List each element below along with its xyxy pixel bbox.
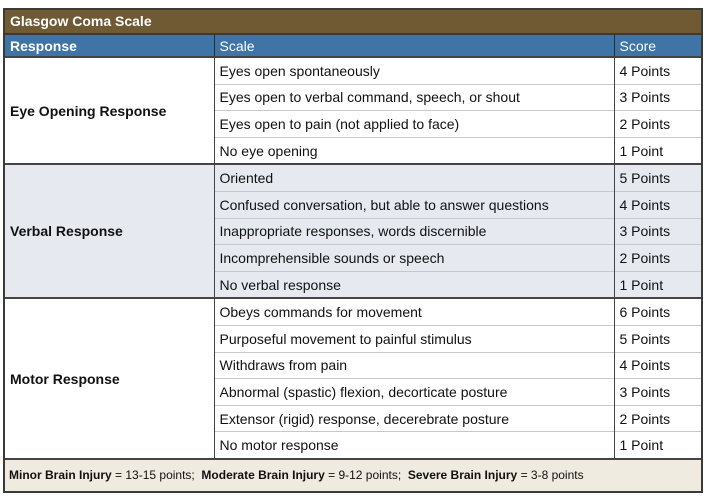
score-cell: 3 Points — [614, 379, 701, 406]
header-response: Response — [5, 35, 214, 57]
scale-cell: Incomprehensible sounds or speech — [214, 245, 614, 272]
score-cell: 3 Points — [614, 84, 701, 111]
score-cell: 4 Points — [614, 191, 701, 218]
severity-footer — [5, 458, 701, 491]
score-cell: 4 Points — [614, 352, 701, 379]
header-score: Score — [614, 35, 701, 57]
response-group-label: Motor Response — [5, 298, 214, 458]
score-cell: 6 Points — [614, 298, 701, 325]
scale-cell: Abnormal (spastic) flexion, decorticate posture — [214, 379, 614, 406]
gcs-table — [5, 35, 701, 458]
severity-range: = 3-8 points — [517, 467, 584, 482]
score-cell: 2 Points — [614, 405, 701, 432]
severity-label: Minor Brain Injury — [9, 467, 112, 482]
scale-cell: Withdraws from pain — [214, 352, 614, 379]
score-cell: 5 Points — [614, 164, 701, 191]
scale-cell: Extensor (rigid) response, decerebrate posture — [214, 405, 614, 432]
scale-cell: No eye opening — [214, 137, 614, 164]
scale-cell: Oriented — [214, 164, 614, 191]
scale-cell: Eyes open to pain (not applied to face) — [214, 111, 614, 138]
severity-label: Severe Brain Injury — [407, 467, 518, 482]
scale-cell: No verbal response — [214, 271, 614, 298]
scale-cell: Eyes open to verbal command, speech, or shout — [214, 84, 614, 111]
score-cell: 2 Points — [614, 111, 701, 138]
severity-range: = 9-12 points; — [324, 467, 408, 482]
severity-range: = 13-15 points; — [111, 467, 202, 482]
table-row — [5, 57, 701, 84]
scale-cell: Eyes open spontaneously — [214, 57, 614, 84]
scale-cell: Obeys commands for movement — [214, 298, 614, 325]
score-cell: 1 Point — [614, 271, 701, 298]
table-row — [5, 298, 701, 325]
scale-cell: Inappropriate responses, words discernible — [214, 218, 614, 245]
scale-cell: Confused conversation, but able to answer questions — [214, 191, 614, 218]
score-cell: 5 Points — [614, 325, 701, 352]
table-title: Glasgow Coma Scale — [5, 10, 701, 35]
score-cell: 3 Points — [614, 218, 701, 245]
gcs-table-container — [3, 8, 703, 493]
table-row — [5, 164, 701, 191]
scale-cell: No motor response — [214, 432, 614, 458]
score-cell: 1 Point — [614, 137, 701, 164]
response-group-label: Eye Opening Response — [10, 102, 167, 119]
severity-label: Moderate Brain Injury — [201, 467, 325, 482]
header-scale: Scale — [214, 35, 614, 57]
response-group-label: Verbal Response — [5, 164, 214, 298]
score-cell: 2 Points — [614, 245, 701, 272]
score-cell: 4 Points — [614, 57, 701, 84]
score-cell: 1 Point — [614, 432, 701, 458]
scale-cell: Purposeful movement to painful stimulus — [214, 325, 614, 352]
